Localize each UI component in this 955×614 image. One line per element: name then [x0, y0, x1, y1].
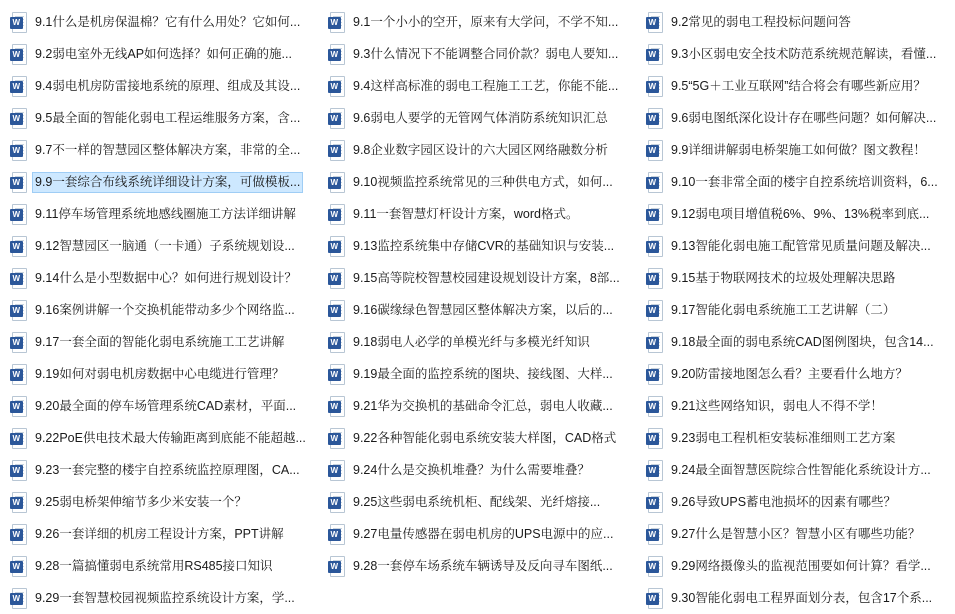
file-item[interactable]	[644, 358, 950, 390]
file-name-label: 9.24最全面智慧医院综合性智能化系统设计方...	[671, 462, 931, 477]
word-document-icon	[8, 427, 28, 449]
file-name-label: 9.25这些弱电系统机柜、配线架、光纤熔接...	[353, 494, 601, 509]
file-name-label: 9.5“5G＋工业互联网”结合将会有哪些新应用？	[671, 78, 926, 93]
word-icon-badge: W	[646, 177, 659, 189]
word-icon-badge: W	[646, 593, 659, 605]
file-item[interactable]	[8, 294, 314, 326]
file-item[interactable]	[8, 70, 314, 102]
word-icon-badge: W	[646, 497, 659, 509]
file-name-label: 9.6弱电人要学的无管网气体消防系统知识汇总	[353, 110, 608, 125]
file-item[interactable]	[644, 390, 950, 422]
word-document-icon	[644, 203, 664, 225]
word-icon-badge: W	[328, 17, 341, 29]
file-item[interactable]	[644, 198, 950, 230]
word-document-icon	[326, 555, 346, 577]
word-document-icon	[644, 235, 664, 257]
file-item[interactable]	[8, 38, 314, 70]
file-item[interactable]	[644, 38, 950, 70]
file-name-label: 9.1一个小小的空开，原来有大学问，不学不知...	[353, 14, 619, 29]
word-document-icon	[644, 75, 664, 97]
word-document-icon	[326, 459, 346, 481]
word-icon-badge: W	[328, 337, 341, 349]
word-icon-badge: W	[646, 561, 659, 573]
file-item[interactable]	[8, 486, 314, 518]
file-item[interactable]	[326, 38, 632, 70]
file-name-label: 9.15基于物联网技术的垃圾处理解决思路	[671, 270, 896, 285]
file-name-label: 9.1什么是机房保温棉？它有什么用处？它如何...	[35, 14, 301, 29]
word-document-icon	[8, 555, 28, 577]
file-name-label: 9.3什么情况下不能调整合同价款？弱电人要知...	[353, 46, 619, 61]
word-icon-badge: W	[10, 401, 23, 413]
word-document-icon	[326, 203, 346, 225]
word-icon-badge: W	[10, 593, 23, 605]
word-document-icon	[644, 523, 664, 545]
file-name-label: 9.7不一样的智慧园区整体解决方案，非常的全...	[35, 142, 301, 157]
file-item[interactable]	[644, 518, 950, 550]
word-icon-badge: W	[10, 177, 23, 189]
file-name-label: 9.4这样高标准的弱电工程施工工艺，你能不能...	[353, 78, 619, 93]
word-document-icon	[326, 107, 346, 129]
word-icon-badge: W	[328, 369, 341, 381]
word-document-icon	[8, 491, 28, 513]
file-item[interactable]	[644, 422, 950, 454]
file-name-label: 9.5最全面的智能化弱电工程运维服务方案，含...	[35, 110, 301, 125]
file-item[interactable]	[644, 550, 950, 582]
word-icon-badge: W	[646, 49, 659, 61]
file-item[interactable]	[8, 134, 314, 166]
file-name-label: 9.19如何对弱电机房数据中心电缆进行管理？	[35, 366, 285, 381]
word-icon-badge: W	[10, 241, 23, 253]
file-item[interactable]	[8, 326, 314, 358]
file-name-label: 9.26一套详细的机房工程设计方案，PPT讲解	[35, 526, 284, 541]
file-column-1	[0, 6, 318, 605]
word-document-icon	[326, 171, 346, 193]
file-item[interactable]	[326, 166, 632, 198]
file-item[interactable]	[644, 486, 950, 518]
word-icon-badge: W	[328, 177, 341, 189]
word-icon-badge: W	[646, 273, 659, 285]
file-name-label: 9.17一套全面的智能化弱电系统施工工艺讲解	[35, 334, 285, 349]
file-item[interactable]	[644, 102, 950, 134]
file-name-label: 9.28一篇搞懂弱电系统常用RS485接口知识	[35, 558, 273, 573]
word-icon-badge: W	[328, 209, 341, 221]
word-document-icon	[8, 331, 28, 353]
file-name-label: 9.29一套智慧校园视频监控系统设计方案，学...	[35, 590, 295, 605]
file-item[interactable]	[326, 454, 632, 486]
file-name-label: 9.10一套非常全面的楼宇自控系统培训资料，6...	[671, 174, 938, 189]
word-document-icon	[8, 11, 28, 33]
word-icon-badge: W	[10, 561, 23, 573]
file-name-label: 9.6弱电图纸深化设计存在哪些问题？如何解决...	[671, 110, 937, 125]
word-icon-badge: W	[328, 145, 341, 157]
word-document-icon	[326, 363, 346, 385]
word-icon-badge: W	[646, 209, 659, 221]
word-icon-badge: W	[646, 369, 659, 381]
file-item[interactable]	[644, 6, 950, 38]
file-item[interactable]	[8, 518, 314, 550]
file-item[interactable]	[644, 166, 950, 198]
file-name-label: 9.2弱电室外无线AP如何选择？如何正确的施...	[35, 46, 292, 61]
file-name-label: 9.27什么是智慧小区？智慧小区有哪些功能？	[671, 526, 921, 541]
word-document-icon	[8, 203, 28, 225]
word-icon-badge: W	[10, 81, 23, 93]
file-item[interactable]	[644, 454, 950, 486]
word-icon-badge: W	[328, 49, 341, 61]
file-item[interactable]	[326, 390, 632, 422]
file-name-label: 9.11停车场管理系统地感线圈施工方法详细讲解	[35, 206, 296, 221]
word-document-icon	[326, 11, 346, 33]
file-item[interactable]	[326, 358, 632, 390]
word-icon-badge: W	[10, 497, 23, 509]
word-document-icon	[326, 267, 346, 289]
word-document-icon	[326, 491, 346, 513]
word-document-icon	[644, 299, 664, 321]
word-icon-badge: W	[10, 17, 23, 29]
word-document-icon	[326, 139, 346, 161]
word-icon-badge: W	[646, 529, 659, 541]
file-item[interactable]	[644, 582, 950, 614]
word-document-icon	[8, 107, 28, 129]
word-document-icon	[644, 363, 664, 385]
file-item-selected[interactable]	[8, 166, 314, 198]
word-document-icon	[644, 139, 664, 161]
file-name-label: 9.9一套综合布线系统详细设计方案，可做模板...	[33, 173, 302, 192]
word-icon-badge: W	[646, 305, 659, 317]
file-item[interactable]	[326, 102, 632, 134]
file-name-label: 9.19最全面的监控系统的图块、接线图、大样...	[353, 366, 613, 381]
word-document-icon	[8, 587, 28, 609]
word-icon-badge: W	[328, 113, 341, 125]
word-icon-badge: W	[646, 145, 659, 157]
word-document-icon	[644, 587, 664, 609]
file-name-label: 9.22PoE供电技术最大传输距离到底能不能超越...	[35, 430, 306, 445]
word-document-icon	[8, 43, 28, 65]
word-document-icon	[644, 331, 664, 353]
word-icon-badge: W	[328, 401, 341, 413]
word-document-icon	[8, 139, 28, 161]
word-document-icon	[326, 43, 346, 65]
file-name-label: 9.25弱电桥架伸缩节多少米安装一个？	[35, 494, 247, 509]
word-icon-badge: W	[646, 401, 659, 413]
file-name-label: 9.16案例讲解一个交换机能带动多少个网络监...	[35, 302, 295, 317]
word-document-icon	[8, 363, 28, 385]
word-icon-badge: W	[10, 305, 23, 317]
word-document-icon	[8, 299, 28, 321]
file-name-label: 9.16碳缘绿色智慧园区整体解决方案，以后的...	[353, 302, 613, 317]
word-icon-badge: W	[10, 465, 23, 477]
word-document-icon	[326, 235, 346, 257]
file-item[interactable]	[8, 102, 314, 134]
file-name-label: 9.11一套智慧灯杆设计方案，word格式。	[353, 206, 579, 221]
word-document-icon	[644, 171, 664, 193]
file-item[interactable]	[326, 486, 632, 518]
file-item[interactable]	[326, 326, 632, 358]
file-name-label: 9.13智能化弱电施工配管常见质量问题及解决...	[671, 238, 931, 253]
file-column-3	[636, 6, 954, 605]
file-item[interactable]	[326, 422, 632, 454]
file-item[interactable]	[326, 198, 632, 230]
file-name-label: 9.18最全面的弱电系统CAD图例图块，包含14...	[671, 334, 934, 349]
file-item[interactable]	[326, 518, 632, 550]
file-name-label: 9.24什么是交换机堆叠？为什么需要堆叠？	[353, 462, 590, 477]
file-item[interactable]	[644, 134, 950, 166]
word-icon-badge: W	[646, 433, 659, 445]
file-name-label: 9.30智能化弱电工程界面划分表，包含17个系...	[671, 590, 933, 605]
word-icon-badge: W	[328, 305, 341, 317]
word-icon-badge: W	[10, 113, 23, 125]
word-icon-badge: W	[328, 241, 341, 253]
file-name-label: 9.8企业数字园区设计的六大园区网络融数分析	[353, 142, 608, 157]
file-name-label: 9.28一套停车场系统车辆诱导及反向寻车图纸...	[353, 558, 613, 573]
word-document-icon	[8, 459, 28, 481]
file-name-label: 9.10视频监控系统常见的三种供电方式，如何...	[353, 174, 613, 189]
word-document-icon	[644, 43, 664, 65]
word-document-icon	[326, 331, 346, 353]
file-name-label: 9.13监控系统集中存储CVR的基础知识与安装...	[353, 238, 615, 253]
file-item[interactable]	[8, 358, 314, 390]
word-icon-badge: W	[328, 81, 341, 93]
file-name-label: 9.21华为交换机的基础命令汇总，弱电人收藏...	[353, 398, 613, 413]
file-item[interactable]	[326, 294, 632, 326]
word-document-icon	[8, 235, 28, 257]
file-item[interactable]	[8, 390, 314, 422]
file-name-label: 9.15高等院校智慧校园建设规划设计方案，8部...	[353, 270, 620, 285]
file-item[interactable]	[8, 198, 314, 230]
word-icon-badge: W	[646, 465, 659, 477]
word-icon-badge: W	[10, 369, 23, 381]
file-item[interactable]	[644, 262, 950, 294]
file-item[interactable]	[326, 550, 632, 582]
file-column-2	[318, 6, 636, 573]
file-item[interactable]	[8, 550, 314, 582]
file-item[interactable]	[326, 230, 632, 262]
file-name-label: 9.23一套完整的楼宇自控系统监控原理图，CA...	[35, 462, 300, 477]
word-icon-badge: W	[10, 529, 23, 541]
file-name-label: 9.21这些网络知识，弱电人不得不学！	[671, 398, 883, 413]
word-document-icon	[8, 523, 28, 545]
word-document-icon	[326, 395, 346, 417]
word-icon-badge: W	[328, 497, 341, 509]
word-document-icon	[326, 75, 346, 97]
file-name-label: 9.29网络摄像头的监视范围要如何计算？看学...	[671, 558, 931, 573]
word-icon-badge: W	[10, 145, 23, 157]
word-icon-badge: W	[10, 49, 23, 61]
file-name-label: 9.17智能化弱电系统施工工艺讲解（二）	[671, 302, 896, 317]
file-name-label: 9.20最全面的停车场管理系统CAD素材，平面...	[35, 398, 297, 413]
word-document-icon	[644, 555, 664, 577]
word-icon-badge: W	[646, 113, 659, 125]
file-name-label: 9.4弱电机房防雷接地系统的原理、组成及其设...	[35, 78, 301, 93]
word-icon-badge: W	[10, 433, 23, 445]
word-icon-badge: W	[646, 241, 659, 253]
file-name-label: 9.3小区弱电安全技术防范系统规范解读，看懂...	[671, 46, 937, 61]
word-document-icon	[644, 427, 664, 449]
file-name-label: 9.12智慧园区一脑通（一卡通）子系统规划设...	[35, 238, 295, 253]
file-item[interactable]	[8, 230, 314, 262]
file-name-label: 9.26导致UPS蓄电池损坏的因素有哪些？	[671, 494, 897, 509]
word-document-icon	[644, 267, 664, 289]
word-icon-badge: W	[328, 465, 341, 477]
word-icon-badge: W	[646, 337, 659, 349]
file-item[interactable]	[8, 262, 314, 294]
file-item[interactable]	[644, 70, 950, 102]
file-name-label: 9.2常见的弱电工程投标问题问答	[671, 14, 851, 29]
word-document-icon	[326, 299, 346, 321]
file-name-label: 9.20防雷接地图怎么看？主要看什么地方？	[671, 366, 908, 381]
word-icon-badge: W	[10, 209, 23, 221]
word-icon-badge: W	[328, 529, 341, 541]
file-item[interactable]	[8, 582, 314, 614]
file-name-label: 9.23弱电工程机柜安装标准细则工艺方案	[671, 430, 896, 445]
file-item[interactable]	[8, 454, 314, 486]
file-item[interactable]	[644, 294, 950, 326]
file-name-label: 9.27电量传感器在弱电机房的UPS电源中的应...	[353, 526, 614, 541]
word-document-icon	[644, 11, 664, 33]
file-name-label: 9.22各种智能化弱电系统安装大样图，CAD格式	[353, 430, 617, 445]
word-icon-badge: W	[10, 273, 23, 285]
word-icon-badge: W	[646, 81, 659, 93]
word-document-icon	[644, 459, 664, 481]
file-item[interactable]	[8, 6, 314, 38]
word-icon-badge: W	[646, 17, 659, 29]
word-document-icon	[644, 395, 664, 417]
word-document-icon	[644, 107, 664, 129]
word-document-icon	[8, 395, 28, 417]
file-item[interactable]	[644, 326, 950, 358]
file-name-label: 9.9详细讲解弱电桥架施工如何做？图文教程！	[671, 142, 926, 157]
word-icon-badge: W	[10, 337, 23, 349]
word-icon-badge: W	[328, 433, 341, 445]
file-item[interactable]	[644, 230, 950, 262]
word-icon-badge: W	[328, 561, 341, 573]
word-document-icon	[644, 491, 664, 513]
file-item[interactable]	[326, 70, 632, 102]
word-document-icon	[326, 427, 346, 449]
file-item[interactable]	[326, 134, 632, 166]
file-item[interactable]	[326, 262, 632, 294]
word-document-icon	[326, 523, 346, 545]
word-document-icon	[8, 171, 28, 193]
word-icon-badge: W	[328, 273, 341, 285]
word-document-icon	[8, 75, 28, 97]
file-item[interactable]	[326, 6, 632, 38]
file-name-label: 9.18弱电人必学的单模光纤与多模光纤知识	[353, 334, 590, 349]
file-name-label: 9.14什么是小型数据中心？如何进行规划设计？	[35, 270, 297, 285]
file-item[interactable]	[8, 422, 314, 454]
file-name-label: 9.12弱电项目增值税6%、9%、13%税率到底...	[671, 206, 930, 221]
word-document-icon	[8, 267, 28, 289]
